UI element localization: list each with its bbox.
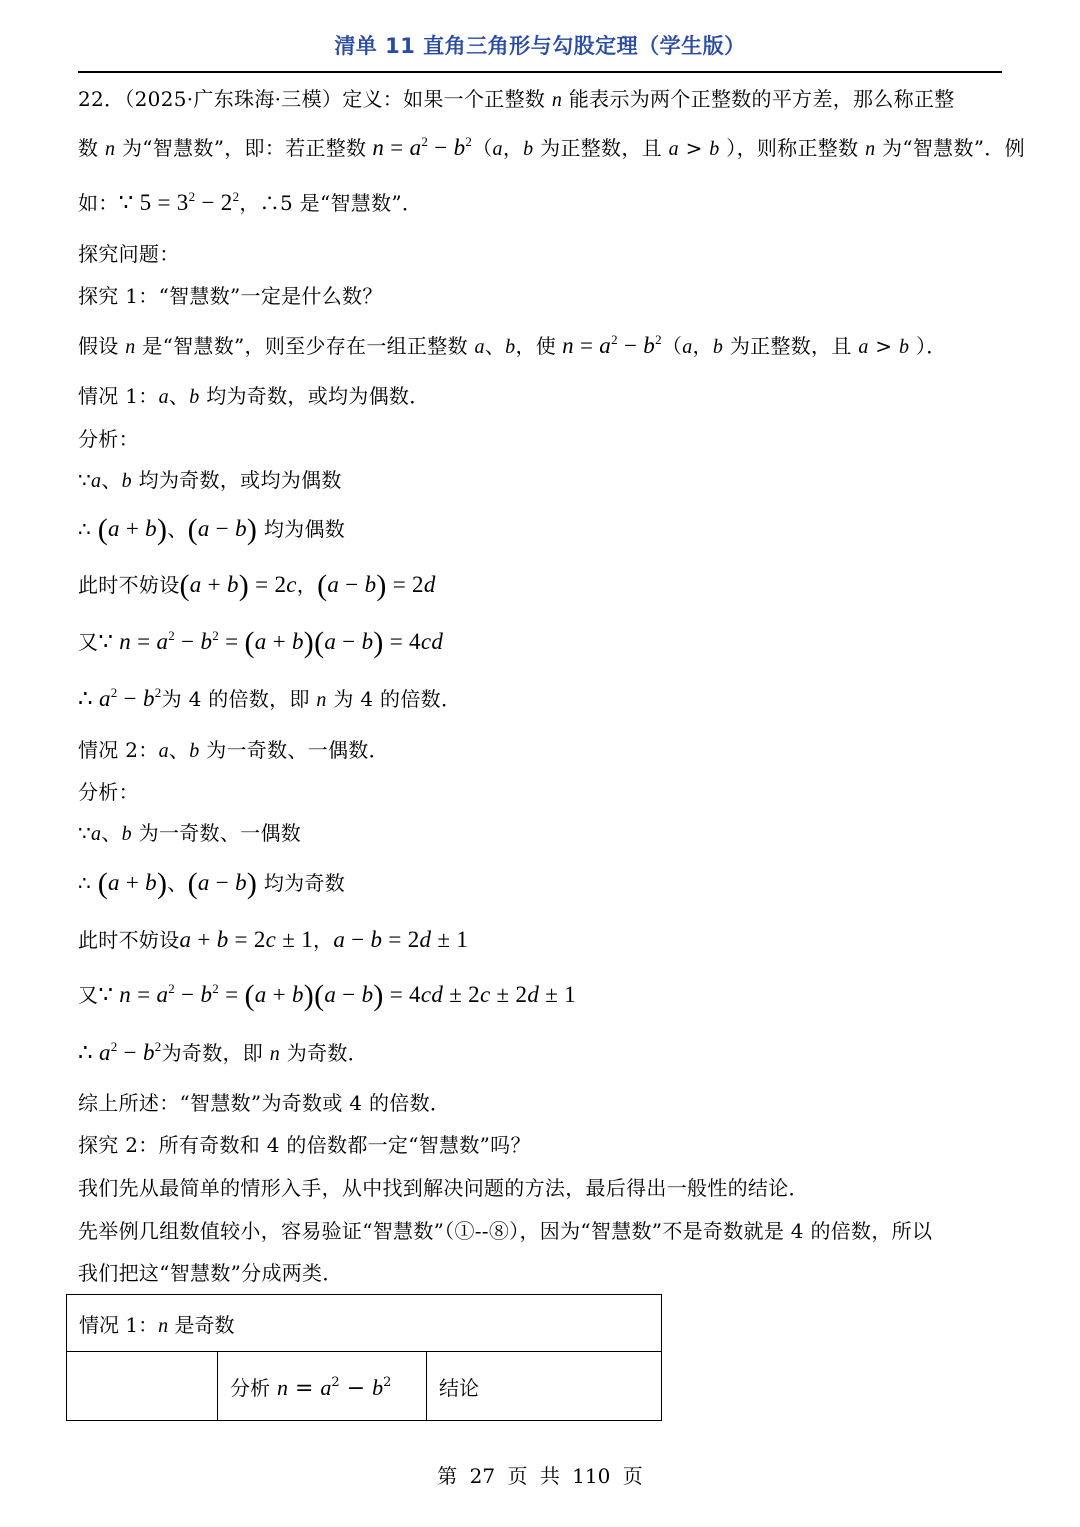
problem-line-1: 22．（2025·广东珠海·三模）定义：如果一个正整数 n 能表示为两个正整数的平方差，那么称正整 [78, 87, 955, 111]
case-table [66, 1294, 662, 1421]
case2-step-4: 又∵ $n = a^2 - b^2 = (a + b)(a - b) = 4cd \pm 2c \pm 2d \pm 1$ [78, 979, 576, 1012]
problem-number: 22． [78, 87, 125, 111]
paragraph-1: 我们先从最简单的情形入手，从中找到解决问题的方法，最后得出一般性的结论． [78, 1176, 809, 1200]
explore-heading: 探究问题： [78, 242, 180, 266]
table-conclusion-header: 结论 [427, 1352, 662, 1421]
table-row [67, 1352, 662, 1421]
case1-step-2: ∴ (a + b)、(a − b) 均为偶数 [78, 513, 346, 546]
case2-step-1: ∵a、b 为一奇数、一偶数 [78, 821, 302, 845]
case2-step-2: ∴ (a + b)、(a − b) 均为奇数 [78, 867, 346, 900]
page-header-title: 清单 11 直角三角形与勾股定理（学生版） [334, 34, 746, 58]
table-empty-cell [67, 1352, 218, 1421]
case2-analysis-label: 分析： [78, 780, 139, 804]
paragraph-2: 先举例几组数值较小，容易验证“智慧数”（①--⑧），因为“智慧数”不是奇数就是 4 的倍数，所以 [78, 1219, 933, 1243]
header-divider [78, 71, 1002, 73]
case1-title: 情况 1：a、b 均为奇数，或均为偶数． [78, 384, 430, 408]
case1-step-5: ∴ $a^2 - b^2$为 4 的倍数，即 n 为 4 的倍数． [78, 685, 462, 711]
table-analysis-header: 分析 $n = a^2 - b^2$ [218, 1352, 427, 1421]
case2-step-3: 此时不妨设a + b = 2c ± 1，a − b = 2d ± 1 [78, 927, 469, 952]
page-footer: 第 27 页 共 110 页 [437, 1464, 643, 1488]
summary-line: 综上所述：“智慧数”为奇数或 4 的倍数． [78, 1091, 451, 1115]
case1-step-4: 又∵ $n = a^2 - b^2 = (a + b)(a - b) = 4cd$ [78, 626, 444, 659]
case1-step-3: 此时不妨设(a + b) = 2c，(a − b) = 2d [78, 569, 436, 602]
problem-source: （2025·广东珠海·三模） [124, 87, 343, 111]
case1-step-1: ∵a、b 均为奇数，或均为偶数 [78, 468, 342, 492]
paragraph-3: 我们把这“智慧数”分成两类． [78, 1261, 343, 1285]
explore-q1: 探究 1：“智慧数”一定是什么数？ [78, 284, 383, 308]
case1-analysis-label: 分析： [78, 427, 139, 451]
problem-line-3: 如：∵ $5 = 3^2 - 2^2$，∴5 是“智慧数”． [78, 189, 423, 215]
table-row1-cell: 情况 1：n 是奇数 [67, 1295, 662, 1352]
explore-q2: 探究 2：所有奇数和 4 的倍数都一定“智慧数”吗？ [78, 1133, 531, 1157]
case2-step-5: ∴ $a^2 - b^2$为奇数，即 n 为奇数． [78, 1039, 368, 1065]
assumption-line: 假设 n 是“智慧数”，则至少存在一组正整数 a、b，使 $n = a^2 - b^2(a$，b 为正整数，且 a > b ）． [78, 332, 947, 358]
case2-title: 情况 2：a、b 为一奇数、一偶数． [78, 738, 389, 762]
table-row [67, 1295, 662, 1352]
problem-line-2: 数 n 为“智慧数”，即：若正整数 $n = a^2 - b^2(a$，b 为正整数，且 a > b ），则称正整数 n 为“智慧数”．例 [78, 134, 1025, 160]
